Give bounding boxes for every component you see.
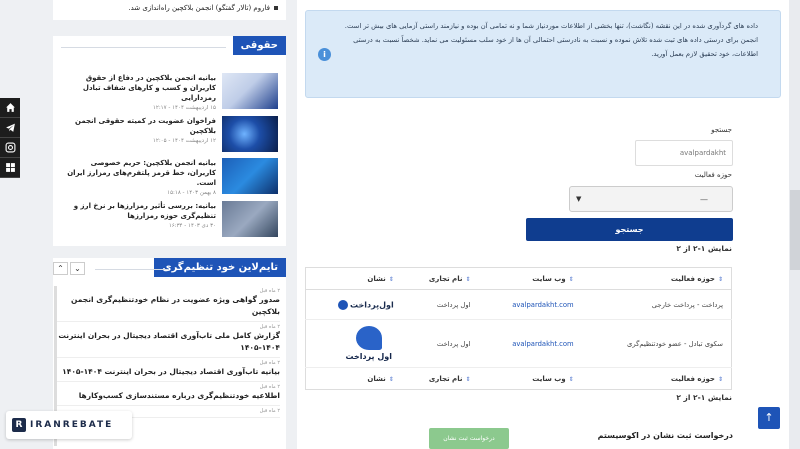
section-title: تایم‌لاین خود تنظیم‌گری: [154, 258, 286, 277]
timeline-time: ۲ ماه قبل: [259, 324, 280, 330]
results-table: [305, 267, 732, 390]
sort-icon: ⇕: [717, 375, 723, 383]
timeline-time: ۲ ماه قبل: [259, 384, 280, 390]
cell-logo: [306, 290, 402, 320]
sort-icon: ⇕: [568, 275, 574, 283]
cell-site-link[interactable]: avalpardakht.com: [478, 290, 581, 320]
windows-icon[interactable]: [0, 158, 20, 178]
column-header[interactable]: ⇕نشان: [306, 268, 402, 290]
register-badge-button[interactable]: درخواست ثبت نشان: [429, 428, 509, 449]
ecosystem-title: درخواست ثبت نشان در اکوسیستم: [597, 431, 733, 440]
timeline-list: [53, 286, 286, 418]
timeline-text[interactable]: صدور گواهی ویژه عضویت در نظام خودتنظیم‌گری انجمن بلاکچین: [71, 295, 280, 316]
news-title[interactable]: فراخوان عضویت در کمیته حقوقی انجمن بلاکچین: [75, 117, 216, 135]
news-title[interactable]: بیانیه انجمن بلاکچین: حریم خصوصی کاربران، خط قرمز پلتفرم‌های رمزارز ایران است.: [67, 159, 216, 187]
timeline-item[interactable]: [57, 286, 280, 322]
news-item[interactable]: [61, 158, 278, 194]
brand-name: IRANREBATE: [30, 420, 114, 430]
brand-logo-icon: R: [12, 418, 26, 432]
news-item[interactable]: [61, 73, 278, 109]
info-icon: i: [318, 48, 331, 61]
results-count: نمایش ۱-۲ از ۲: [676, 244, 732, 253]
timeline-text[interactable]: بیانیه تاب‌آوری اقتصاد دیجیتال در بحران اینترنت ۱۴۰۴-۱۴۰۵: [62, 367, 280, 376]
timeline-time: ۲ ماه قبل: [259, 408, 280, 414]
timeline-time: ۲ ماه قبل: [259, 288, 280, 294]
instagram-icon[interactable]: [0, 138, 20, 158]
main-panel: [297, 0, 789, 449]
company-logo: اول پرداخت: [344, 326, 394, 361]
divider: [95, 269, 168, 270]
sort-icon: ⇕: [465, 275, 471, 283]
news-date: ۱۲ اردیبهشت ۱۴۰۴ - ۱۲:۰۵: [152, 138, 216, 144]
table-row: [306, 290, 732, 320]
timeline-text[interactable]: اطلاعیه خودتنظیم‌گری درباره مستندسازی کسب‌وکارها: [78, 391, 280, 400]
forum-announcement[interactable]: فاروم (تالار گفتگو) انجمن بلاکچین راه‌اندازی شد.: [53, 0, 286, 20]
chevron-down-icon: ▼: [576, 195, 582, 203]
news-thumbnail[interactable]: [222, 116, 278, 152]
search-label: جستجو: [711, 126, 732, 134]
table-row: [306, 320, 732, 368]
timeline-item[interactable]: [57, 382, 280, 406]
sort-icon: ⇕: [568, 375, 574, 383]
sort-icon: ⇕: [465, 375, 471, 383]
info-text: انجمن برای درستی داده های ثبت شده تلاش نموده و نسبت به نادرستی احتمالی آن ها از خود سلب مسئولیت می نماید. شخصاً نسبت به درستی اطلاعات، خود تحقیق لازم بعمل آورید.: [353, 36, 758, 58]
chevron-down-icon[interactable]: ⌄: [70, 262, 85, 275]
legal-section: [53, 36, 286, 246]
search-button[interactable]: جستجو: [526, 218, 733, 241]
news-date: ۳۰ دی ۱۴۰۳ - ۱۶:۳۴: [168, 223, 216, 229]
timeline-item[interactable]: [57, 358, 280, 382]
news-thumbnail[interactable]: [222, 73, 278, 109]
arrow-up-icon: ↑: [764, 411, 774, 424]
home-icon[interactable]: [0, 98, 20, 118]
column-header[interactable]: ⇕حوزه فعالیت: [582, 368, 732, 390]
back-to-top-button[interactable]: [758, 407, 780, 429]
table-footer: [306, 368, 732, 390]
news-item[interactable]: [61, 116, 278, 152]
sort-icon: ⇕: [388, 275, 394, 283]
cell-brand: اول پرداخت: [402, 290, 479, 320]
timeline-nav: [53, 262, 85, 275]
cell-field: پرداخت - پرداخت خارجی: [582, 290, 732, 320]
section-title: حقوقی: [233, 36, 286, 55]
bullet-icon: [274, 6, 278, 10]
column-header[interactable]: ⇕وب سایت: [478, 268, 581, 290]
telegram-icon[interactable]: [0, 118, 20, 138]
search-input[interactable]: [635, 140, 733, 166]
chevron-up-icon[interactable]: ⌃: [53, 262, 68, 275]
page-scrollbar-thumb[interactable]: [790, 190, 800, 270]
column-header[interactable]: ⇕نام تجاری: [402, 268, 479, 290]
sort-icon: ⇕: [717, 275, 723, 283]
social-bar: [0, 98, 20, 178]
table-header: [306, 268, 732, 290]
column-header[interactable]: ⇕وب سایت: [478, 368, 581, 390]
column-header[interactable]: ⇕حوزه فعالیت: [582, 268, 732, 290]
sort-icon: ⇕: [388, 375, 394, 383]
company-logo: اول‌پرداخت: [338, 300, 394, 310]
brand-badge[interactable]: [6, 411, 132, 439]
cell-brand: اول پرداخت: [402, 320, 479, 368]
timeline-time: ۲ ماه قبل: [259, 360, 280, 366]
cell-site-link[interactable]: avalpardakht.com: [478, 320, 581, 368]
field-label: حوزه فعالیت: [694, 171, 732, 179]
column-header[interactable]: ⇕نام تجاری: [402, 368, 479, 390]
info-alert: [305, 10, 781, 98]
divider: [61, 47, 226, 48]
cell-field: سکوی تبادل - عضو خودتنظیم‌گری: [582, 320, 732, 368]
news-thumbnail[interactable]: [222, 158, 278, 194]
news-title[interactable]: بیانیه انجمن بلاکچین در دفاع از حقوق کاربران و کسب‌ و کارهای شفاف تبادل رمزدارایی: [82, 74, 216, 102]
timeline-text[interactable]: گزارش کامل ملی تاب‌آوری اقتصاد دیجیتال در بحران اینترنت ۱۴۰۴-۱۴۰۵: [58, 331, 280, 352]
info-text: داده های گردآوری شده در این نقشه (نگاشت)، تنها بخشی از اطلاعات موردنیاز شما و نه تمامی آن بوده و نیازمند راستی آزمایی های بیش تر است.: [344, 22, 758, 30]
news-title[interactable]: بیانیه: بررسی تأثیر رمزارزها بر نرخ ارز و تنظیم‌گری حوزه رمزارزها: [73, 202, 216, 220]
column-header[interactable]: ⇕نشان: [306, 368, 402, 390]
results-count: نمایش ۱-۲ از ۲: [676, 393, 732, 402]
cell-logo: [306, 320, 402, 368]
field-select[interactable]: [569, 186, 733, 212]
news-item[interactable]: [61, 201, 278, 237]
timeline-item[interactable]: [57, 322, 280, 358]
news-thumbnail[interactable]: [222, 201, 278, 237]
news-date: ۸ بهمن ۱۴۰۳ - ۱۵:۱۸: [167, 190, 216, 196]
news-date: ۱۵ اردیبهشت ۱۴۰۴ - ۱۲:۱۷: [152, 105, 216, 111]
select-value: —: [700, 195, 708, 204]
